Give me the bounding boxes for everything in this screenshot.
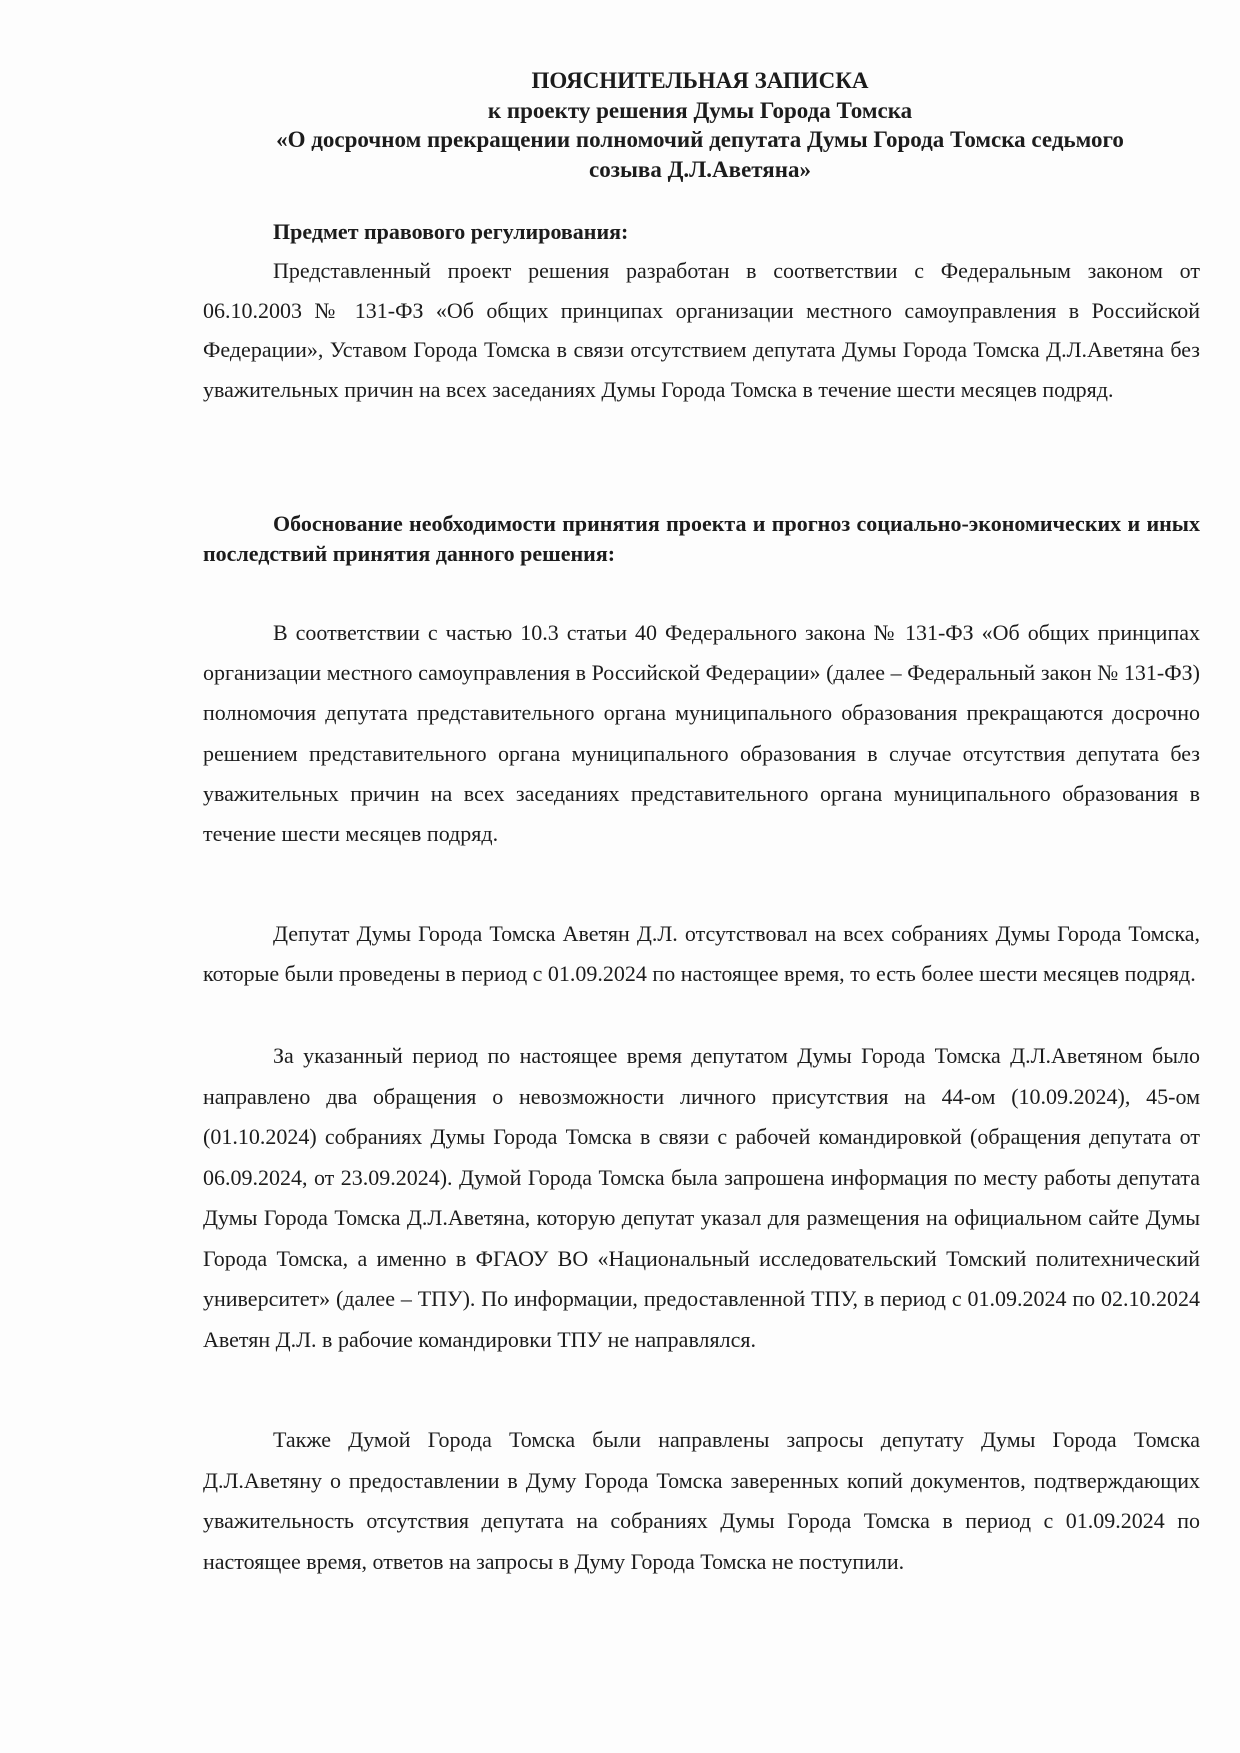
paragraph-regulation-subject: Представленный проект решения разработан в соответствии с Федеральным законом от 06.10.2003 № 131-ФЗ «Об общих принципах организации местного самоуправления в Российской Федерации», Уставом Города Томска в связи отсутствием депутата Думы Города Томска Д.Л.Аветяна без уважительных причин на всех заседаниях Думы Города Томска в течение шести месяцев подряд. bbox=[203, 258, 1200, 402]
document-subject-line2: созыва Д.Л.Аветяна» bbox=[589, 157, 811, 182]
document-subtitle: к проекту решения Думы Города Томска bbox=[487, 98, 913, 123]
document-subject-line1: «О досрочном прекращении полномочий депутата Думы Города Томска седьмого bbox=[276, 127, 1124, 152]
document-title: ПОЯСНИТЕЛЬНАЯ ЗАПИСКА bbox=[531, 68, 869, 93]
paragraph-requests-info: Также Думой Города Томска были направлены запросы депутату Думы Города Томска Д.Л.Аветяну о предоставлении в Думу Города Томска заверенных копий документов, подтверждающих уважительность отсутствия депутата на собраниях Думы Города Томска в период с 01.09.2024 по настоящее время, ответов на запросы в Думу Города Томска не поступили. bbox=[203, 1427, 1200, 1574]
section-heading-regulation-subject: Предмет правового регулирования: bbox=[273, 219, 629, 244]
paragraph-legal-basis: В соответствии с частью 10.3 статьи 40 Федерального закона № 131-ФЗ «Об общих принципах организации местного самоуправления в Российской Федерации» (далее – Федеральный закон № 131-ФЗ) полномочия депутата представительного органа муниципального образования прекращаются досрочно решением представительного органа муниципального образования в случае отсутствия депутата без уважительных причин на всех заседаниях представительного органа муниципального образования в течение шести месяцев подряд. bbox=[203, 620, 1200, 847]
section-heading-justification: Обоснование необходимости принятия проекта и прогноз социально-экономических и иных последствий принятия данного решения: bbox=[203, 511, 1200, 566]
paragraph-absence-fact: Депутат Думы Города Томска Аветян Д.Л. отсутствовал на всех собраниях Думы Города Томска, которые были проведены в период с 01.09.2024 по настоящее время, то есть более шести месяцев подряд. bbox=[203, 921, 1200, 986]
paragraph-appeals-info: За указанный период по настоящее время депутатом Думы Города Томска Д.Л.Аветяном было направлено два обращения о невозможности личного присутствия на 44-ом (10.09.2024), 45-ом (01.10.2024) собраниях Думы Города Томска в связи с рабочей командировкой (обращения депутата от 06.09.2024, от 23.09.2024). Думой Города Томска была запрошена информация по месту работы депутата Думы Города Томска Д.Л.Аветяна, которую депутат указал для размещения на официальном сайте Думы Города Томска, а именно в ФГАОУ ВО «Национальный исследовательский Томский политехнический университет» (далее – ТПУ). По информации, предоставленной ТПУ, в период с 01.09.2024 по 02.10.2024 Аветян Д.Л. в рабочие командировки ТПУ не направлялся. bbox=[203, 1043, 1200, 1352]
